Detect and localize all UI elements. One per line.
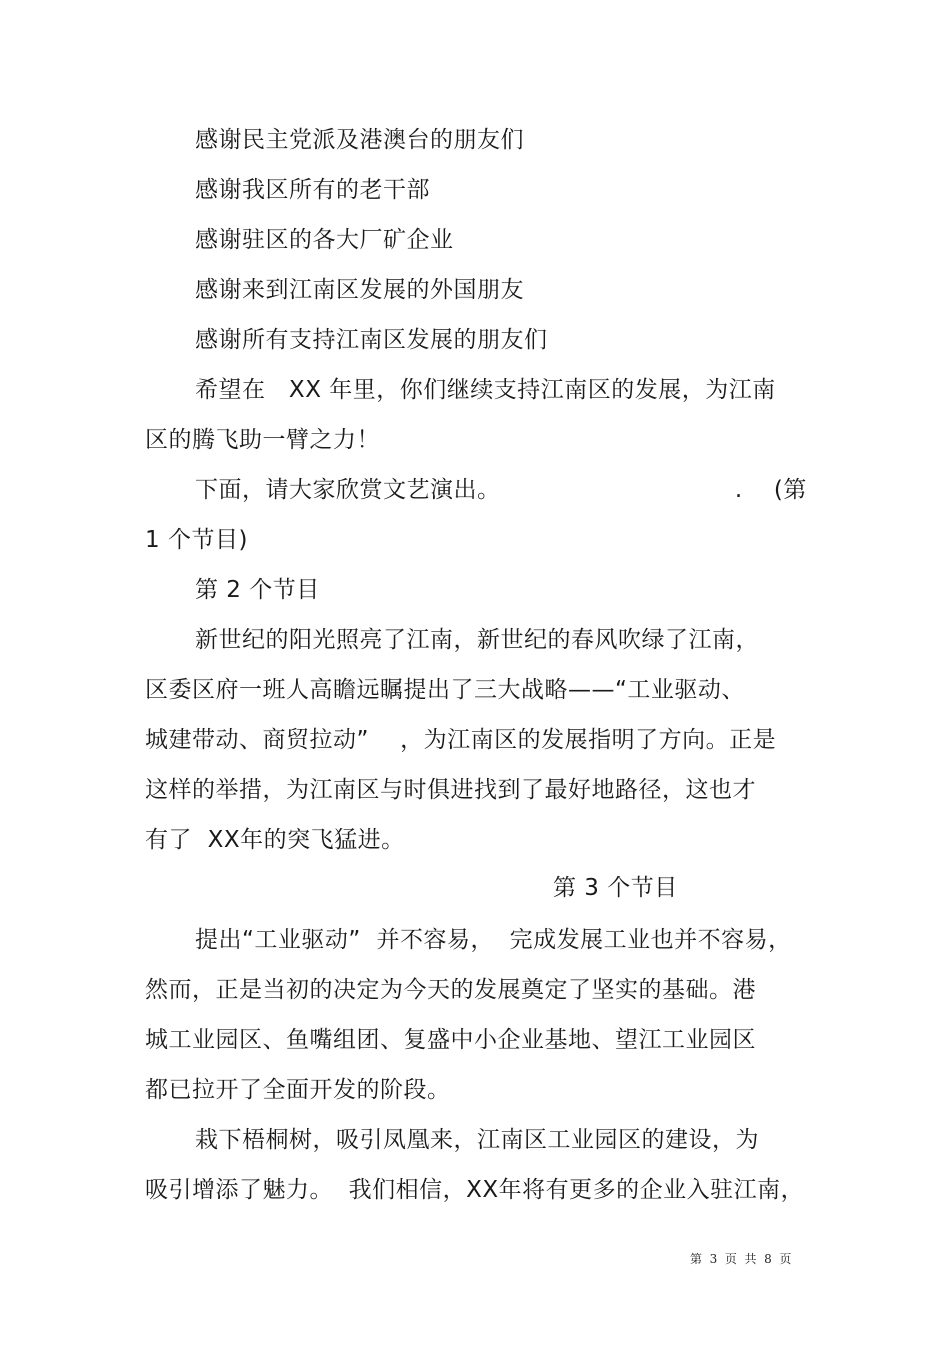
text-line-9: 1 个节目) — [145, 527, 248, 553]
text-line-10: 第 2 个节目 — [195, 577, 320, 603]
text-line-15: 有了 XX年的突飞猛进。 — [145, 827, 405, 853]
text-line-11: 新世纪的阳光照亮了江南，新世纪的春风吹绿了江南， — [195, 627, 759, 653]
text-line-5: 感谢所有支持江南区发展的朋友们 — [195, 327, 548, 353]
text-line-6: 希望在 XX 年里，你们继续支持江南区的发展，为江南 — [195, 377, 776, 403]
text-line-3: 感谢驻区的各大厂矿企业 — [195, 227, 454, 253]
text-line-19: 城工业园区、鱼嘴组团、复盛中小企业基地、望江工业园区 — [145, 1027, 756, 1053]
text-line-1: 感谢民主党派及港澳台的朋友们 — [195, 127, 524, 153]
text-line-8: 下面，请大家欣赏文艺演出。 . (第 — [195, 477, 807, 503]
section-heading-3: 第 3 个节目 — [553, 875, 678, 901]
text-line-21: 栽下梧桐树，吸引凤凰来，江南区工业园区的建设，为 — [195, 1127, 759, 1153]
text-line-4: 感谢来到江南区发展的外国朋友 — [195, 277, 524, 303]
text-line-20: 都已拉开了全面开发的阶段。 — [145, 1077, 451, 1103]
text-line-22: 吸引增添了魅力。 我们相信，XX年将有更多的企业入驻江南， — [145, 1177, 805, 1203]
text-line-2: 感谢我区所有的老干部 — [195, 177, 430, 203]
text-line-18: 然而，正是当初的决定为今天的发展奠定了坚实的基础。港 — [145, 977, 756, 1003]
page-footer: 第 3 页 共 8 页 — [690, 1252, 792, 1266]
text-line-17: 提出“工业驱动” 并不容易， 完成发展工业也并不容易， — [195, 927, 792, 953]
text-line-7: 区的腾飞助一臂之力！ — [145, 427, 380, 453]
text-line-13: 城建带动、商贸拉动” ，为江南区的发展指明了方向。正是 — [145, 727, 777, 753]
text-line-14: 这样的举措，为江南区与时俱进找到了最好地路径，这也才 — [145, 777, 756, 803]
text-line-12: 区委区府一班人高瞻远瞩提出了三大战略——“工业驱动、 — [145, 677, 745, 703]
